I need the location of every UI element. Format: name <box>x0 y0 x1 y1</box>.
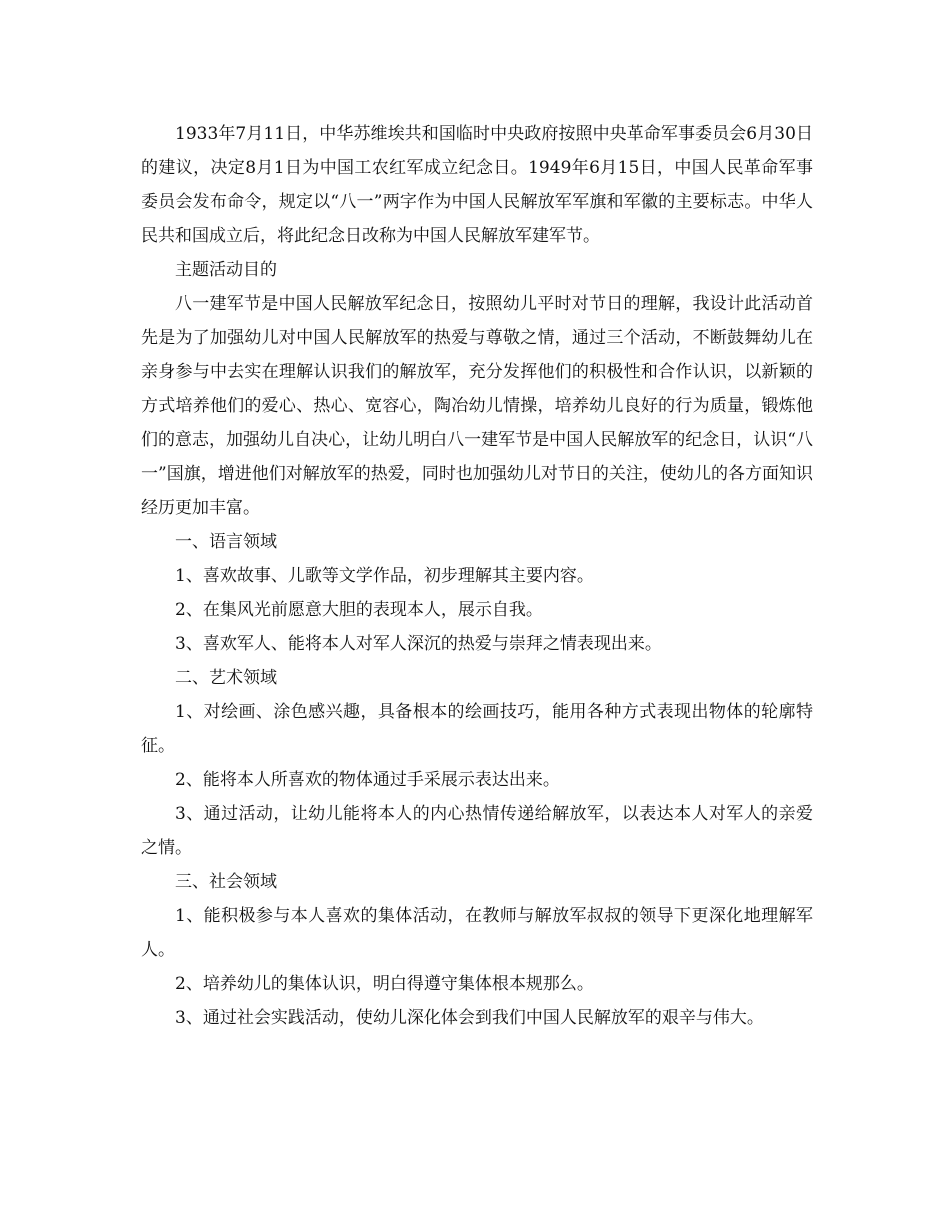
heading-language-domain: 一、语言领域 <box>175 532 277 552</box>
list-item: 1、对绘画、涂色感兴趣，具备根本的绘画技巧，能用各种方式表现出物体的轮廓特征。 <box>141 702 813 756</box>
heading-art-domain: 二、艺术领域 <box>175 668 277 688</box>
list-item: 1、喜欢故事、儿歌等文学作品，初步理解其主要内容。 <box>175 566 594 586</box>
document-body <box>141 117 813 1035</box>
list-item: 3、通过活动，让幼儿能将本人的内心热情传递给解放军，以表达本人对军人的亲爱之情。 <box>141 804 813 858</box>
list-item: 2、培养幼儿的集体认识，明白得遵守集体根本规那么。 <box>175 974 594 994</box>
list-item: 3、喜欢军人、能将本人对军人深沉的热爱与崇拜之情表现出来。 <box>175 634 662 654</box>
heading-activity-goal: 主题活动目的 <box>175 260 277 280</box>
list-item: 1、能积极参与本人喜欢的集体活动，在教师与解放军叔叔的领导下更深化地理解军人。 <box>141 906 813 960</box>
heading-society-domain: 三、社会领域 <box>175 872 277 892</box>
list-item: 2、在集风光前愿意大胆的表现本人，展示自我。 <box>175 600 543 620</box>
paragraph-history: 1933年7月11日，中华苏维埃共和国临时中央政府按照中央革命军事委员会6月30日的建议，决定8月1日为中国工农红军成立纪念日。1949年6月15日，中国人民革命军事委员会发布命令，规定以“八一”两字作为中国人民解放军军旗和军徽的主要标志。中华人民共和国成立后，将此纪念日改称为中国人民解放军建军节。 <box>141 124 813 246</box>
paragraph-activity-goal: 八一建军节是中国人民解放军纪念日，按照幼儿平时对节日的理解，我设计此活动首先是为了加强幼儿对中国人民解放军的热爱与尊敬之情，通过三个活动，不断鼓舞幼儿在亲身参与中去实在理解认识我们的解放军，充分发挥他们的积极性和合作认识，以新颖的方式培养他们的爱心、热心、宽容心，陶冶幼儿情操，培养幼儿良好的行为质量，锻炼他们的意志，加强幼儿自决心，让幼儿明白八一建军节是中国人民解放军的纪念日，认识“八一”国旗，增进他们对解放军的热爱，同时也加强幼儿对节日的关注，使幼儿的各方面知识经历更加丰富。 <box>141 294 813 518</box>
list-item: 2、能将本人所喜欢的物体通过手采展示表达出来。 <box>175 770 560 790</box>
list-item: 3、通过社会实践活动，使幼儿深化体会到我们中国人民解放军的艰辛与伟大。 <box>175 1008 764 1028</box>
